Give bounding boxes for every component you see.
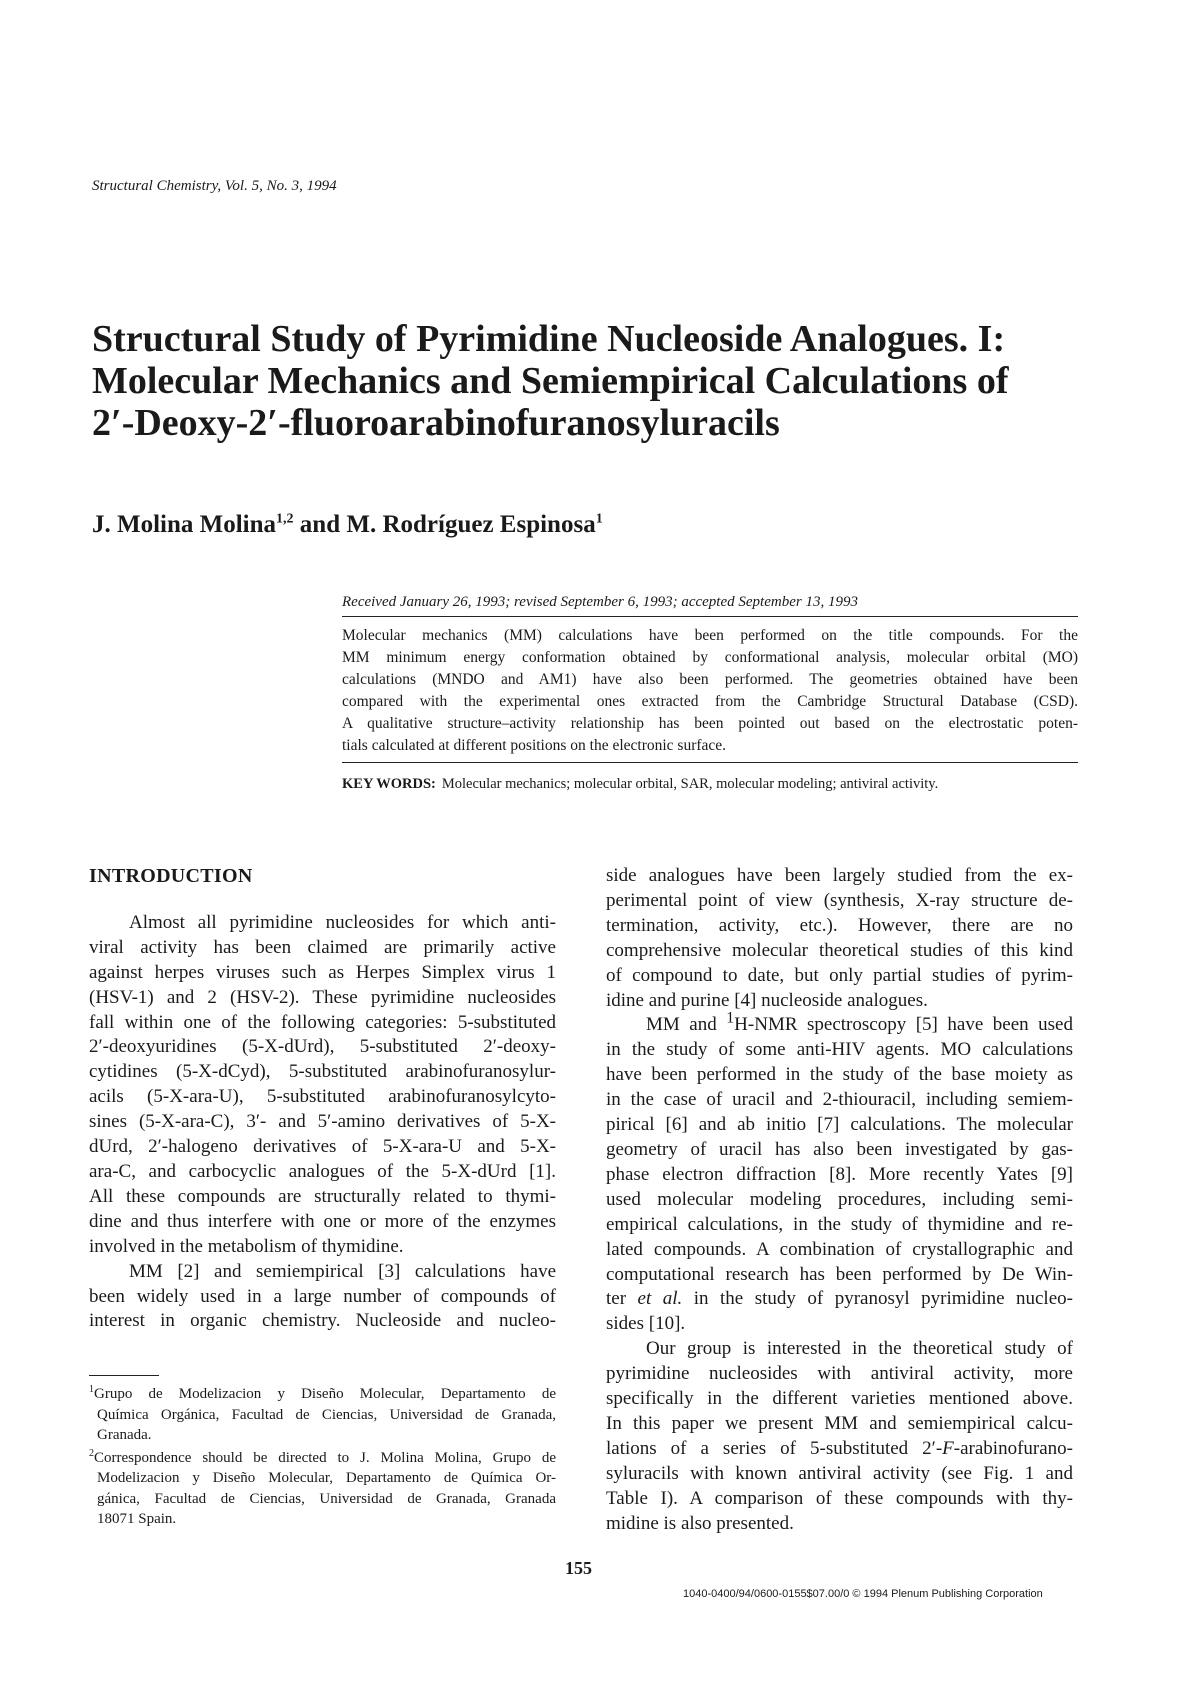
footnote-line: Modelizacion y Diseño Molecular, Departamento de Química Or- [97, 1470, 556, 1486]
footnote-1 [89, 1384, 556, 1446]
abstract-block [342, 591, 1078, 795]
text-line: viral activity has been claimed are primarily active [89, 936, 556, 958]
footnote-rule [89, 1375, 159, 1376]
text-line: in the study of some anti-HIV agents. MO calculations [606, 1039, 1073, 1061]
text-line: specifically in the different varieties mentioned above. [606, 1388, 1073, 1410]
text-line: (HSV-1) and 2 (HSV-2). These pyrimidine nucleosides [89, 986, 556, 1008]
text-line [606, 1287, 1073, 1312]
text-line: interest in organic chemistry. Nucleoside and nucleo- [89, 1310, 556, 1332]
text-run: Correspondence should be directed to J. Molina Molina, Grupo de [94, 1449, 556, 1466]
text-line: acils (5-X-ara-U), 5-substituted arabinofuranosylcyto- [89, 1086, 556, 1108]
text-line: perimental point of view (synthesis, X-ray structure de- [606, 889, 1073, 911]
abstract-bottom-rule [342, 762, 1078, 763]
footnote-line [89, 1384, 556, 1405]
text-run: MM and [646, 1014, 727, 1036]
title-line: Molecular Mechanics and Semiempirical Calculations of [92, 360, 1009, 402]
text-line: in the case of uracil and 2-thiouracil, including semiem- [606, 1089, 1073, 1111]
superscript: 1 [726, 1010, 735, 1028]
text-line: phase electron diffraction [8]. More recently Yates [9] [606, 1163, 1073, 1185]
text-line: sides [10]. [606, 1313, 686, 1335]
text-line [606, 1437, 1073, 1462]
text-run: -arabinofurano- [953, 1437, 1073, 1459]
text-line: against herpes viruses such as Herpes Simplex virus 1 [89, 961, 556, 983]
abstract-line: MM minimum energy conformation obtained by conformational analysis, molecular orbital (MO) [342, 649, 1078, 666]
author-name: M. Rodríguez Espinosa [346, 511, 596, 538]
footnote-line: Química Orgánica, Facultad de Ciencias, Universidad de Granada, [97, 1406, 556, 1423]
keywords-text: Molecular mechanics; molecular orbital, SAR, molecular modeling; antiviral activity. [441, 776, 939, 792]
author-name: J. Molina Molina [92, 511, 277, 538]
text-line: midine is also presented. [606, 1512, 794, 1534]
text-run: H-NMR spectroscopy [5] have been used [734, 1014, 1073, 1036]
author-conjunction: and [299, 511, 341, 538]
column-right [606, 864, 1073, 1536]
intro-paragraph-1 [89, 911, 556, 1260]
intro-paragraph-3 [606, 1010, 1073, 1337]
text-line: side analogues have been largely studied from the ex- [606, 865, 1073, 886]
text-line: Table I). A comparison of these compounds with thy- [606, 1487, 1073, 1509]
footnote-line: gánica, Facultad de Ciencias, Universidad de Granada, Granada [97, 1490, 556, 1507]
text-run-italic: et al. [637, 1288, 683, 1310]
abstract-line: Molecular mechanics (MM) calculations have been performed on the title compounds. For the [342, 627, 1078, 644]
text-line: of compound to date, but only partial studies of pyrim- [606, 964, 1073, 986]
title-line: 2′-Deoxy-2′-fluoroarabinofuranosyluracils [92, 402, 780, 444]
intro-paragraph-2 [89, 1260, 556, 1335]
keywords [342, 773, 1078, 795]
intro-paragraph-2-cont [606, 864, 1073, 1013]
received-dates: Received January 26, 1993; revised September 6, 1993; accepted September 13, 1993 [342, 594, 858, 610]
text-line: cytidines (5-X-dCyd), 5-substituted arabinofuranosylur- [89, 1061, 556, 1083]
text-line: lated compounds. A combination of crystallographic and [606, 1238, 1073, 1260]
author-affiliation-mark: 1,2 [276, 511, 294, 527]
text-line: Almost all pyrimidine nucleosides for which anti- [129, 911, 556, 933]
footnote-mark: 1 [89, 1384, 94, 1395]
abstract-line: calculations (MNDO and AM1) have also been performed. The geometries obtained have been [342, 671, 1078, 688]
text-line: Our group is interested in the theoretical study of [646, 1338, 1073, 1360]
text-run: Grupo de Modelizacion y Diseño Molecular, Departamento de [94, 1386, 556, 1402]
text-line: MM [2] and semiempirical [3] calculations have [129, 1260, 556, 1282]
text-line: termination, activity, etc.). However, there are no [606, 914, 1073, 936]
text-line: syluracils with known antiviral activity (see Fig. 1 and [606, 1462, 1073, 1484]
text-run-italic: F [942, 1437, 954, 1459]
journal-reference: Structural Chemistry, Vol. 5, No. 3, 1994 [92, 178, 337, 194]
text-line: dUrd, 2′-halogeno derivatives of 5-X-ara-U and 5-X- [89, 1136, 556, 1158]
text-run: lations of a series of 5-substituted 2′- [606, 1437, 943, 1459]
footnote-mark: 2 [89, 1447, 94, 1459]
text-line: comprehensive molecular theoretical studies of this kind [606, 939, 1073, 961]
footnote-line: Granada. [97, 1427, 152, 1443]
title-line: Structural Study of Pyrimidine Nucleoside Analogues. I: [92, 318, 1006, 360]
abstract-top-rule [342, 616, 1078, 617]
text-line: idine and purine [4] nucleoside analogues. [606, 989, 928, 1011]
text-line: 2′-deoxyuridines (5-X-dUrd), 5-substituted 2′-deoxy- [89, 1036, 556, 1058]
footnote-line [89, 1448, 556, 1469]
text-line: dine and thus interfere with one or more of the enzymes [89, 1210, 556, 1232]
copyright-line: 1040-0400/94/0600-0155$07.00/0 © 1994 Plenum Publishing Corporation [683, 1588, 1043, 1600]
text-line: pyrimidine nucleosides with antiviral activity, more [606, 1363, 1073, 1385]
intro-paragraph-4 [606, 1337, 1073, 1536]
text-line: used molecular modeling procedures, including semi- [606, 1188, 1073, 1210]
text-line: pirical [6] and ab initio [7] calculations. The molecular [606, 1114, 1073, 1136]
text-line: been widely used in a large number of compounds of [89, 1285, 556, 1307]
text-line: involved in the metabolism of thymidine. [89, 1235, 404, 1257]
text-line: geometry of uracil has also been investigated by gas- [606, 1138, 1073, 1160]
text-run: ter [606, 1288, 638, 1310]
page-number: 155 [565, 1558, 592, 1578]
abstract [342, 625, 1078, 757]
text-line: In this paper we present MM and semiempirical calcu- [606, 1412, 1073, 1434]
keywords-label: KEY WORDS: [342, 776, 436, 792]
text-line: All these compounds are structurally related to thymi- [89, 1185, 556, 1207]
section-heading-introduction: INTRODUCTION [89, 865, 253, 887]
author-affiliation-mark: 1 [595, 511, 603, 527]
authors [92, 511, 603, 539]
text-line: sines (5-X-ara-C), 3′- and 5′-amino derivatives of 5-X- [89, 1111, 556, 1133]
footnote-2 [89, 1448, 556, 1530]
text-line: have been performed in the study of the base moiety as [606, 1064, 1073, 1086]
abstract-line: tials calculated at different positions on the electronic surface. [342, 737, 727, 754]
text-line: computational research has been performed by De Win- [606, 1263, 1073, 1285]
text-run: in the study of pyranosyl pyrimidine nucleo- [682, 1288, 1073, 1310]
paper-title [92, 318, 1092, 444]
footnotes [89, 1384, 556, 1532]
text-line: ara-C, and carbocyclic analogues of the 5-X-dUrd [1]. [89, 1160, 556, 1182]
text-line [606, 1010, 1073, 1038]
abstract-line: A qualitative structure–activity relationship has been pointed out based on the electrostatic poten- [342, 715, 1078, 732]
footnote-line: 18071 Spain. [97, 1511, 177, 1527]
text-line: fall within one of the following categories: 5-substituted [89, 1011, 556, 1033]
abstract-line: compared with the experimental ones extracted from the Cambridge Structural Database (CSD). [342, 693, 1078, 710]
column-left [89, 864, 556, 1334]
text-line: empirical calculations, in the study of thymidine and re- [606, 1213, 1073, 1235]
